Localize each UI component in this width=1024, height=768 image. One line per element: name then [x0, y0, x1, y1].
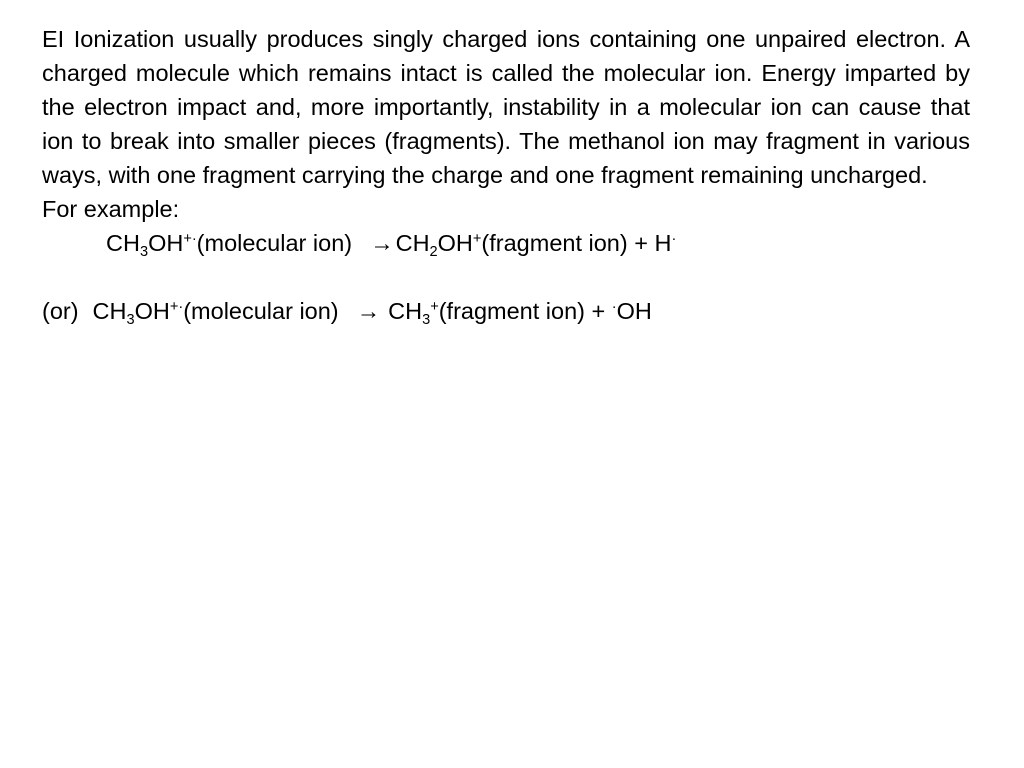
reaction-1	[42, 226, 970, 260]
r2-product-label: (fragment ion) +	[438, 298, 612, 324]
r1-product-base: CH	[395, 230, 430, 256]
r1-reactant-base: CH	[106, 230, 140, 256]
r1-reactant-sub: 3	[139, 243, 149, 260]
r1-reactant-sup: +·	[183, 231, 197, 247]
r2-reactant-base2: OH	[134, 298, 170, 324]
r1-reactant-label: (molecular ion)	[196, 230, 353, 256]
r2-product-sup: +	[430, 299, 439, 315]
intro-paragraph: EI Ionization usually produces singly charged ions containing one unpaired electron. A charged molecule which remains intact is called the molecular ion. Energy imparted by the electron impact and, more importantly, instability in a molecular ion can cause that ion to break into smaller pieces (fragments). The methanol ion may fragment in various ways, with one fragment carrying the charge and one fragment remaining uncharged.	[42, 26, 970, 188]
r2-radical-base: OH	[616, 298, 652, 324]
r2-reactant-base: CH	[92, 298, 127, 324]
r2-reactant-sup: +·	[169, 299, 184, 315]
r1-radical-sup: ·	[671, 231, 677, 247]
r2-reactant-sub: 3	[126, 311, 135, 328]
r2-arrow-icon: →	[356, 298, 381, 324]
r1-product-base2: OH	[437, 230, 473, 256]
r1-product-sup: +	[472, 231, 482, 247]
r1-arrow-icon: →	[370, 230, 394, 256]
r1-reactant-base2: OH	[148, 230, 184, 256]
r2-product-base: CH	[388, 298, 423, 324]
example-label: For example:	[42, 196, 180, 222]
slide-content	[42, 22, 970, 328]
r2-reactant-label: (molecular ion)	[183, 298, 339, 324]
blank-line	[42, 260, 970, 294]
r2-prefix: (or)	[42, 298, 79, 324]
r2-product-sub: 3	[422, 311, 431, 328]
reaction-2	[42, 294, 970, 328]
r1-product-sub: 2	[429, 243, 438, 260]
r1-product-label: (fragment ion) + H	[481, 230, 672, 256]
r2-radical-sup: ·	[611, 299, 617, 315]
